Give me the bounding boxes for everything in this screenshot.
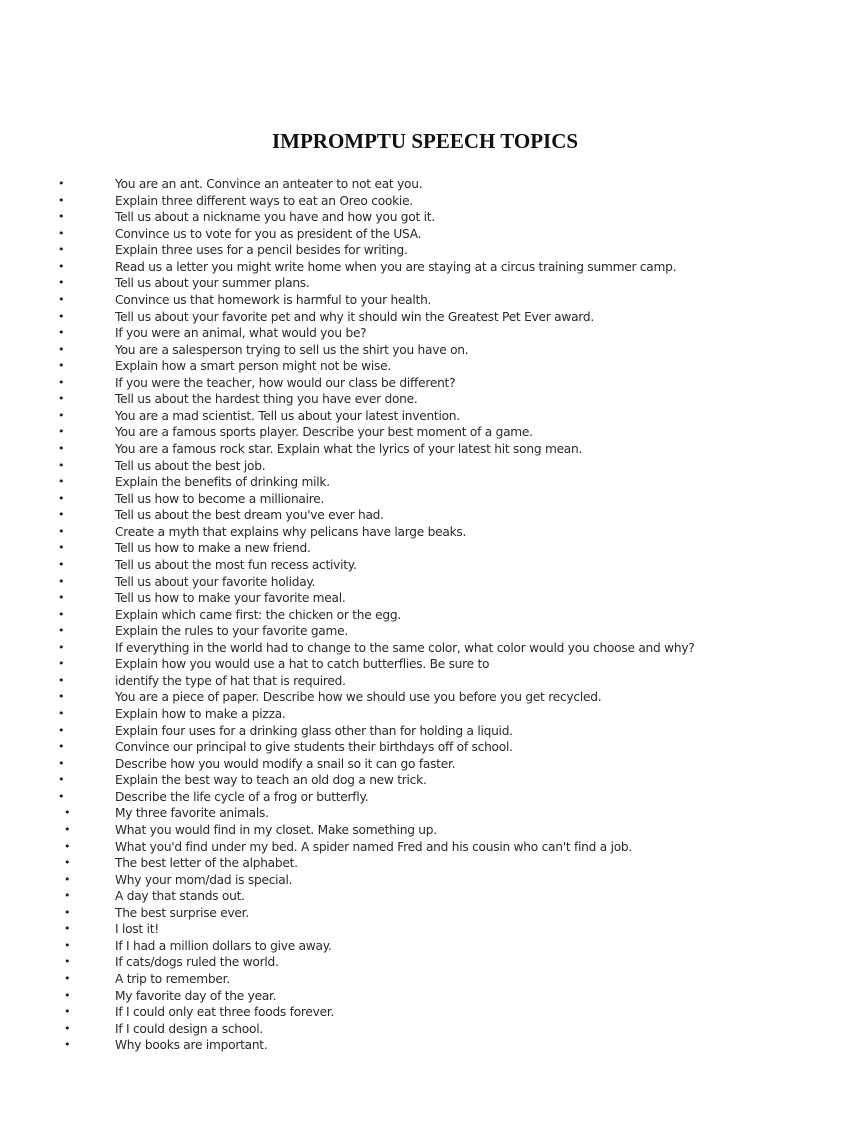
topic-text: You are a famous sports player. Describe your best moment of a game.	[115, 425, 533, 440]
list-item	[0, 391, 850, 408]
list-item	[0, 491, 850, 508]
topic-text: Explain how you would use a hat to catch butterflies. Be sure to	[115, 657, 490, 672]
topic-text: Tell us how to make a new friend.	[115, 541, 311, 556]
bullet-icon: •	[64, 955, 71, 969]
topic-text: Explain three uses for a pencil besides for writing.	[115, 243, 408, 258]
bullet-icon: •	[64, 988, 71, 1002]
bullet-icon: •	[58, 491, 65, 505]
bullet-icon: •	[58, 508, 65, 522]
topic-text: If I had a million dollars to give away.	[115, 938, 332, 953]
bullet-icon: •	[58, 243, 65, 257]
list-item	[0, 971, 850, 988]
topic-text: Explain which came first: the chicken or the egg.	[115, 607, 401, 622]
bullet-icon: •	[58, 309, 65, 323]
bullet-icon: •	[58, 557, 65, 571]
topic-text: You are a salesperson trying to sell us the shirt you have on.	[115, 342, 469, 357]
topic-text: A trip to remember.	[115, 972, 230, 986]
topic-text: Explain how to make a pizza.	[115, 707, 286, 721]
bullet-icon: •	[64, 1005, 71, 1019]
list-item	[0, 723, 850, 740]
topic-text: What you'd find under my bed. A spider named Fred and his cousin who can't find a job.	[115, 839, 633, 854]
list-item	[0, 954, 850, 971]
bullet-icon: •	[64, 972, 71, 985]
topic-text: Describe how you would modify a snail so it can go faster.	[115, 756, 456, 771]
bullet-icon: •	[64, 839, 71, 853]
list-item	[0, 342, 850, 359]
list-item	[0, 706, 850, 723]
list-item	[0, 259, 850, 276]
topic-text: Why your mom/dad is special.	[115, 872, 293, 887]
list-item	[0, 574, 850, 591]
bullet-icon: •	[58, 442, 65, 455]
topic-text: If I could only eat three foods forever.	[115, 1005, 335, 1020]
list-item	[0, 822, 850, 839]
bullet-icon: •	[58, 408, 65, 422]
topic-text: Why books are important.	[115, 1038, 268, 1053]
bullet-icon: •	[58, 359, 65, 373]
list-item	[0, 1021, 850, 1038]
list-item	[0, 739, 850, 756]
bullet-icon: •	[58, 177, 65, 190]
bullet-icon: •	[64, 905, 71, 919]
list-item	[0, 656, 850, 673]
topic-text: If you were the teacher, how would our class be different?	[115, 375, 456, 390]
topic-text: My favorite day of the year.	[115, 988, 277, 1003]
bullet-icon: •	[58, 193, 65, 207]
topic-text: Tell us how to make your favorite meal.	[115, 591, 346, 606]
list-item	[0, 242, 850, 259]
topic-text: You are a famous rock star. Explain what the lyrics of your latest hit song mean.	[115, 442, 583, 456]
list-item	[0, 209, 850, 226]
list-item	[0, 424, 850, 441]
topic-text: Tell us about the hardest thing you have ever done.	[115, 392, 418, 407]
topic-text: The best surprise ever.	[115, 905, 249, 920]
bullet-icon: •	[58, 292, 65, 306]
list-item	[0, 557, 850, 574]
bullet-icon: •	[64, 856, 71, 870]
list-item	[0, 358, 850, 375]
topic-text: Tell us how to become a millionaire.	[115, 491, 325, 506]
list-item	[0, 921, 850, 938]
bullet-icon: •	[58, 276, 65, 290]
topic-text: Explain how a smart person might not be wise.	[115, 359, 391, 374]
list-item	[0, 938, 850, 955]
bullet-icon: •	[58, 226, 65, 240]
bullet-icon: •	[58, 740, 65, 754]
topic-text: Explain the rules to your favorite game.	[115, 624, 349, 639]
list-item	[0, 226, 850, 243]
list-item	[0, 524, 850, 541]
topic-text: Tell us about your summer plans.	[115, 276, 310, 291]
bullet-icon: •	[58, 690, 65, 704]
bullet-icon: •	[64, 1021, 71, 1035]
bullet-icon: •	[58, 624, 65, 638]
bullet-icon: •	[58, 259, 65, 273]
bullet-icon: •	[58, 541, 65, 555]
bullet-icon: •	[58, 773, 65, 787]
list-item	[0, 805, 850, 822]
list-item	[0, 623, 850, 640]
topic-text: If you were an animal, what would you be?	[115, 326, 367, 341]
bullet-icon: •	[58, 756, 65, 770]
bullet-icon: •	[58, 425, 65, 439]
topic-text: The best letter of the alphabet.	[115, 856, 298, 871]
topic-text: You are a mad scientist. Tell us about your latest invention.	[115, 408, 460, 423]
bullet-icon: •	[64, 1038, 71, 1052]
list-item	[0, 375, 850, 392]
topic-text: You are an ant. Convince an anteater to not eat you.	[115, 177, 423, 191]
bullet-icon: •	[58, 458, 65, 472]
list-item	[0, 1004, 850, 1021]
topic-text: If cats/dogs ruled the world.	[115, 955, 279, 970]
topic-text: If everything in the world had to change to the same color, what color would you choose and why?	[115, 640, 695, 655]
list-item	[0, 673, 850, 690]
bullet-icon: •	[64, 872, 71, 886]
list-item	[0, 193, 850, 210]
list-item	[0, 441, 850, 458]
list-item	[0, 640, 850, 657]
list-item	[0, 507, 850, 524]
topic-text: Tell us about the most fun recess activity.	[115, 557, 357, 572]
bullet-icon: •	[58, 673, 65, 687]
list-item	[0, 540, 850, 557]
topic-text: Tell us about a nickname you have and how you got it.	[115, 210, 435, 225]
topic-text: Tell us about your favorite holiday.	[115, 574, 316, 589]
list-item	[0, 474, 850, 491]
topic-text: Explain three different ways to eat an Oreo cookie.	[115, 193, 413, 208]
topic-text: I lost it!	[115, 922, 159, 937]
list-item	[0, 1037, 850, 1054]
topic-text: A day that stands out.	[115, 889, 245, 904]
bullet-icon: •	[64, 938, 71, 952]
topic-text: Tell us about the best job.	[115, 458, 266, 473]
topic-text: Convince our principal to give students their birthdays off of school.	[115, 740, 513, 755]
list-item	[0, 408, 850, 425]
bullet-icon: •	[58, 707, 65, 720]
bullet-icon: •	[64, 922, 71, 936]
list-item	[0, 607, 850, 624]
topic-text: identify the type of hat that is required.	[115, 673, 346, 688]
bullet-icon: •	[58, 607, 65, 621]
list-item	[0, 872, 850, 889]
list-item	[0, 176, 850, 193]
bullet-icon: •	[58, 591, 65, 605]
list-item	[0, 325, 850, 342]
list-item	[0, 292, 850, 309]
topic-text: Create a myth that explains why pelicans have large beaks.	[115, 524, 467, 539]
topic-text: Explain four uses for a drinking glass other than for holding a liquid.	[115, 723, 513, 738]
topic-text: What you would find in my closet. Make something up.	[115, 822, 437, 837]
topic-text: Tell us about the best dream you've ever had.	[115, 508, 384, 523]
topic-list	[0, 176, 850, 1054]
list-item	[0, 275, 850, 292]
topic-text: My three favorite animals.	[115, 806, 269, 821]
bullet-icon: •	[58, 524, 65, 538]
topic-text: Read us a letter you might write home when you are staying at a circus training summer camp.	[115, 259, 677, 274]
bullet-icon: •	[58, 475, 65, 489]
bullet-icon: •	[58, 640, 65, 654]
topic-text: You are a piece of paper. Describe how we should use you before you get recycled.	[115, 690, 602, 705]
topic-text: If I could design a school.	[115, 1021, 263, 1036]
bullet-icon: •	[64, 822, 71, 836]
bullet-icon: •	[58, 326, 65, 340]
page-title: IMPROMPTU SPEECH TOPICS	[271, 129, 579, 153]
list-item	[0, 988, 850, 1005]
bullet-icon: •	[64, 806, 71, 820]
list-item	[0, 590, 850, 607]
list-item	[0, 772, 850, 789]
topic-text: Explain the best way to teach an old dog a new trick.	[115, 773, 427, 788]
topic-text: Convince us to vote for you as president of the USA.	[115, 226, 422, 241]
list-item	[0, 309, 850, 326]
bullet-icon: •	[58, 723, 65, 737]
list-item	[0, 689, 850, 706]
list-item	[0, 458, 850, 475]
bullet-icon: •	[64, 889, 71, 903]
topic-text: Tell us about your favorite pet and why it should win the Greatest Pet Ever award.	[115, 309, 594, 324]
bullet-icon: •	[58, 210, 65, 224]
bullet-icon: •	[58, 574, 65, 588]
topic-text: Describe the life cycle of a frog or butterfly.	[115, 789, 369, 804]
bullet-icon: •	[58, 375, 65, 389]
bullet-icon: •	[58, 657, 65, 671]
list-item	[0, 905, 850, 922]
bullet-icon: •	[58, 392, 65, 406]
topic-text: Explain the benefits of drinking milk.	[115, 475, 330, 490]
list-item	[0, 855, 850, 872]
list-item	[0, 756, 850, 773]
list-item	[0, 789, 850, 806]
list-item	[0, 839, 850, 856]
topic-text: Convince us that homework is harmful to your health.	[115, 292, 432, 307]
list-item	[0, 888, 850, 905]
bullet-icon: •	[58, 342, 65, 356]
bullet-icon: •	[58, 789, 65, 803]
